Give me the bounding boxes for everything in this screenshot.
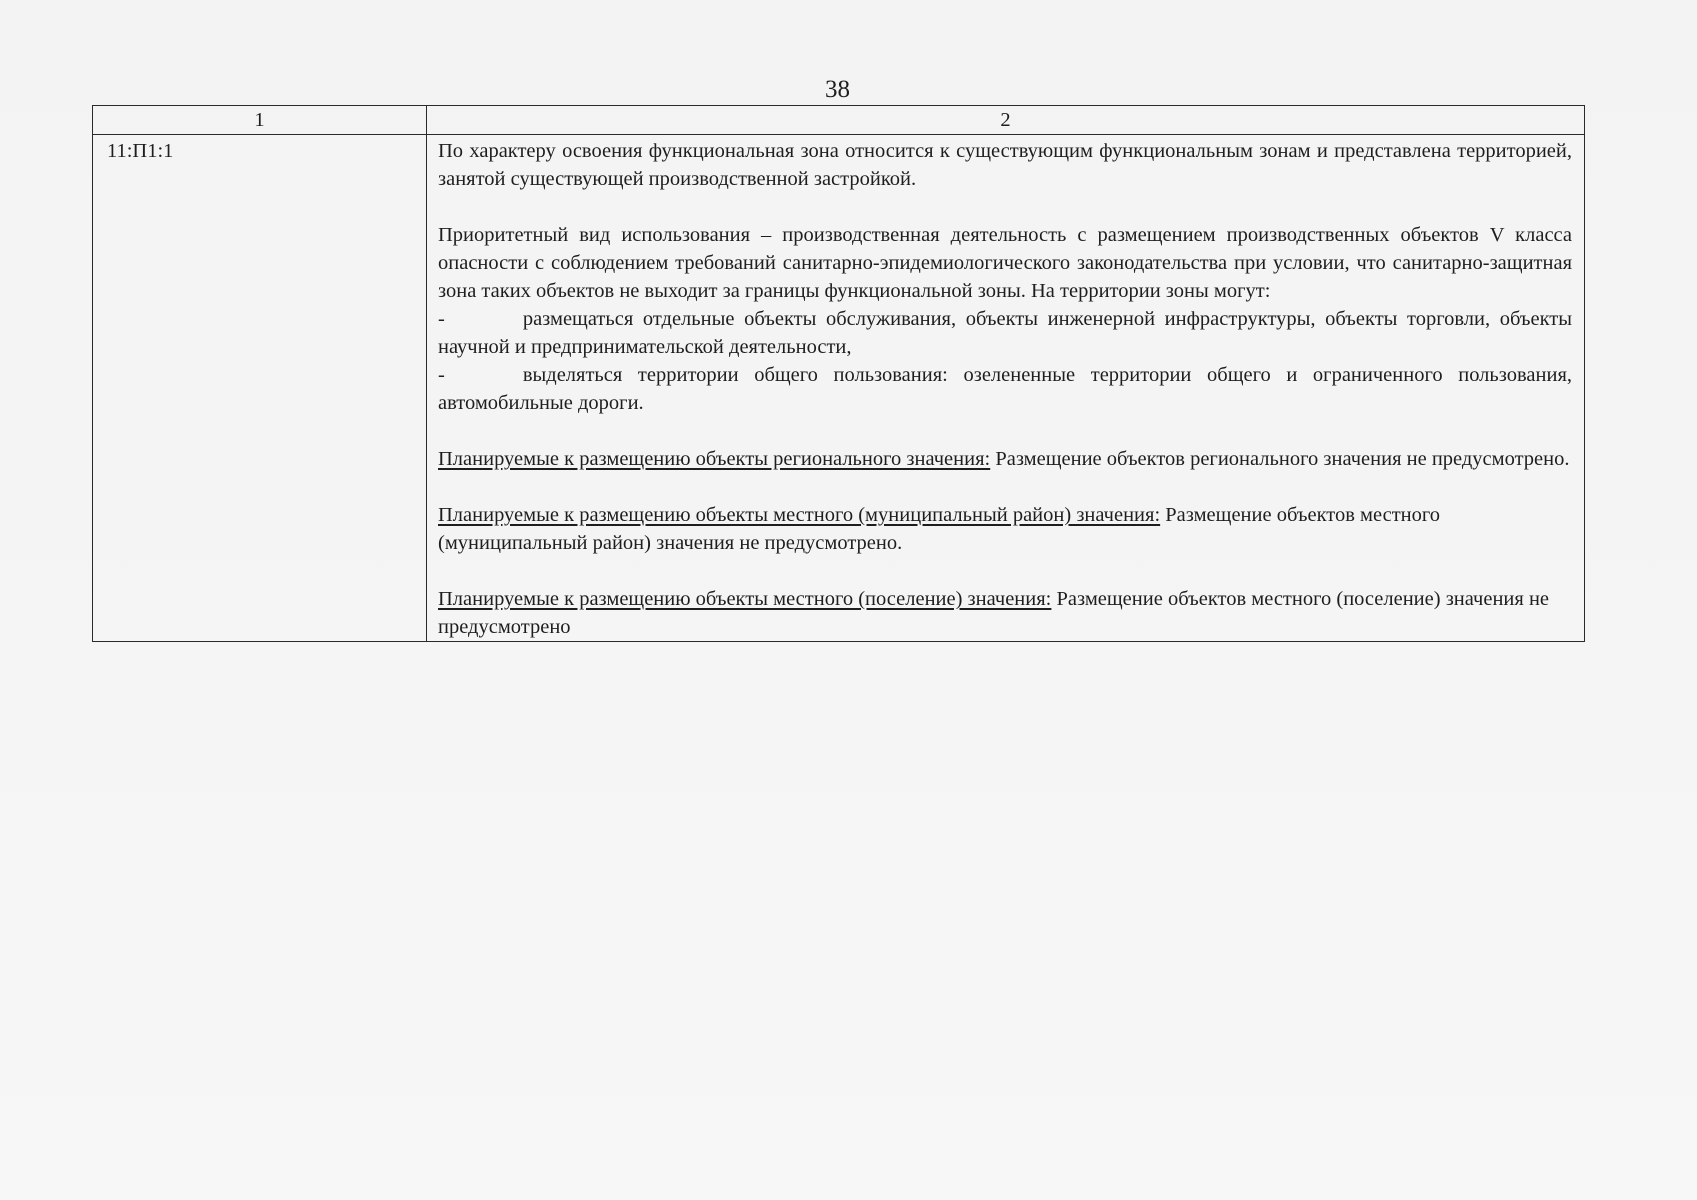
list-dash: - (438, 364, 445, 386)
list-dash: - (438, 308, 445, 330)
municipal-objects-text: Размещение объектов местного (муниципальный район) значения не предусмотрено. (438, 504, 1441, 554)
zone-description-cell (427, 135, 1585, 642)
table-header-row (93, 106, 1585, 135)
regional-objects-text: Размещение объектов регионального значения не предусмотрено. (990, 448, 1570, 470)
table-row (93, 135, 1585, 642)
settlement-objects-text: Размещение объектов местного (поселение) значения не предусмотрено (438, 588, 1550, 638)
settlement-objects-label: Планируемые к размещению объекты местного (поселение) значения: (438, 588, 1052, 610)
list-item (438, 361, 1572, 417)
column-header-2: 2 (427, 106, 1585, 135)
regional-objects-label: Планируемые к размещению объекты регионального значения: (438, 448, 991, 470)
zone-code-cell (93, 135, 427, 642)
regional-objects-paragraph (438, 445, 1572, 473)
column-header-1: 1 (93, 106, 427, 135)
municipal-objects-label: Планируемые к размещению объекты местного (муниципальный район) значения: (438, 504, 1161, 526)
municipal-objects-paragraph (438, 501, 1572, 557)
list-item (438, 305, 1572, 361)
list-item-text: размещаться отдельные объекты обслуживания, объекты инженерной инфраструктуры, объекты торговли, объекты научной и предпринимательской деятельности, (438, 308, 1572, 358)
list-item-text: выделяться территории общего пользования: озелененные территории общего и ограниченного пользования, автомобильные дороги. (438, 364, 1572, 414)
intro-paragraph: По характеру освоения функциональная зона относится к существующим функциональным зонам и представлена территорией, занятой существующей производственной застройкой. (438, 140, 1572, 190)
priority-paragraph: Приоритетный вид использования – производственная деятельность с размещением производственных объектов V класса опасности с соблюдением требований санитарно-эпидемиологического законодательства при условии, что санитарно-защитная зона таких объектов не выходит за границы функциональной зоны. На территории зоны могут: (438, 224, 1572, 302)
zone-code: 11:П1:1 (107, 140, 174, 162)
settlement-objects-paragraph (438, 585, 1572, 641)
page-number: 38 (825, 76, 850, 103)
zone-table (92, 105, 1585, 642)
